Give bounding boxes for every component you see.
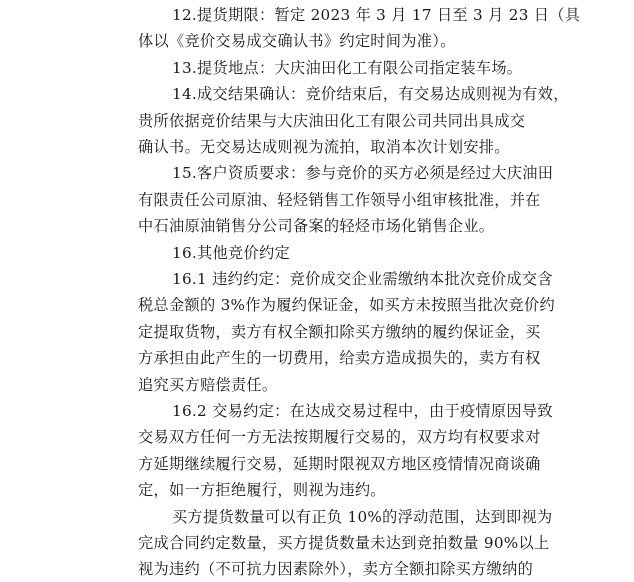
text-line-content: 15.客户资质要求：参与竞价的买方必须是经过大庆油田 xyxy=(172,164,554,183)
text-line-content: 完成合同约定数量，买方提货数量未达到竞拍数量 90%以上 xyxy=(138,534,550,552)
text-line-content: 有限责任公司原油、轻烃销售工作领导小组审核批准，并在 xyxy=(138,190,541,209)
text-line-content: 13.提货地点：大庆油田化工有限公司指定装车场。 xyxy=(172,58,523,77)
text-line-content: 确认书。无交易达成则视为流拍，取消本次计划安排。 xyxy=(138,138,510,156)
text-line-content: 12.提货期限：暂定 2023 年 3 月 17 日至 3 月 23 日（具 xyxy=(172,6,581,24)
text-line-content: 方承担由此产生的一切费用，给卖方造成损失的，卖方有权 xyxy=(138,349,541,368)
text-line-content: 定，如一方拒绝履行，则视为违约。 xyxy=(138,481,386,500)
text-line-content: 14.成交结果确认：竞价结束后，有交易达成则视为有效， xyxy=(172,85,569,104)
text-line-content: 方延期继续履行交易，延期时限视双方地区疫情情况商谈确 xyxy=(138,454,541,473)
text-line-content: 定提取货物，卖方有权全额扣除买方缴纳的履约保证金，买 xyxy=(138,322,541,341)
text-line-content: 追究买方赔偿责任。 xyxy=(138,375,278,394)
text-line xyxy=(0,554,634,582)
text-line-content: 税总金额的 3%作为履约保证金，如买方未按照当批次竞价约 xyxy=(138,296,556,315)
text-line-content: 16.2 交易约定：在达成交易过程中，由于疫情原因导致 xyxy=(172,402,553,420)
text-line-content: 贵所依据竞价结果与大庆油田化工有限公司共同出具成交 xyxy=(138,111,526,130)
text-line-content: 16.其他竞价约定 xyxy=(172,243,290,262)
text-line-content: 体以《竞价交易成交确认书》约定时间为准）。 xyxy=(138,32,456,51)
text-line-content: 16.1 违约约定：竞价成交企业需缴纳本批次竞价成交含 xyxy=(172,270,553,288)
text-line-content: 交易双方任何一方无法按期履行交易的，双方均有权要求对 xyxy=(138,428,541,447)
text-line-content: 中石油原油销售分公司备案的轻烃市场化销售企业。 xyxy=(138,217,495,236)
text-line-content: 视为违约（不可抗力因素除外），卖方全额扣除买方缴纳的 xyxy=(138,560,534,579)
text-line-content: 买方提货数量可以有正负 10%的浮动范围，达到即视为 xyxy=(172,507,553,526)
